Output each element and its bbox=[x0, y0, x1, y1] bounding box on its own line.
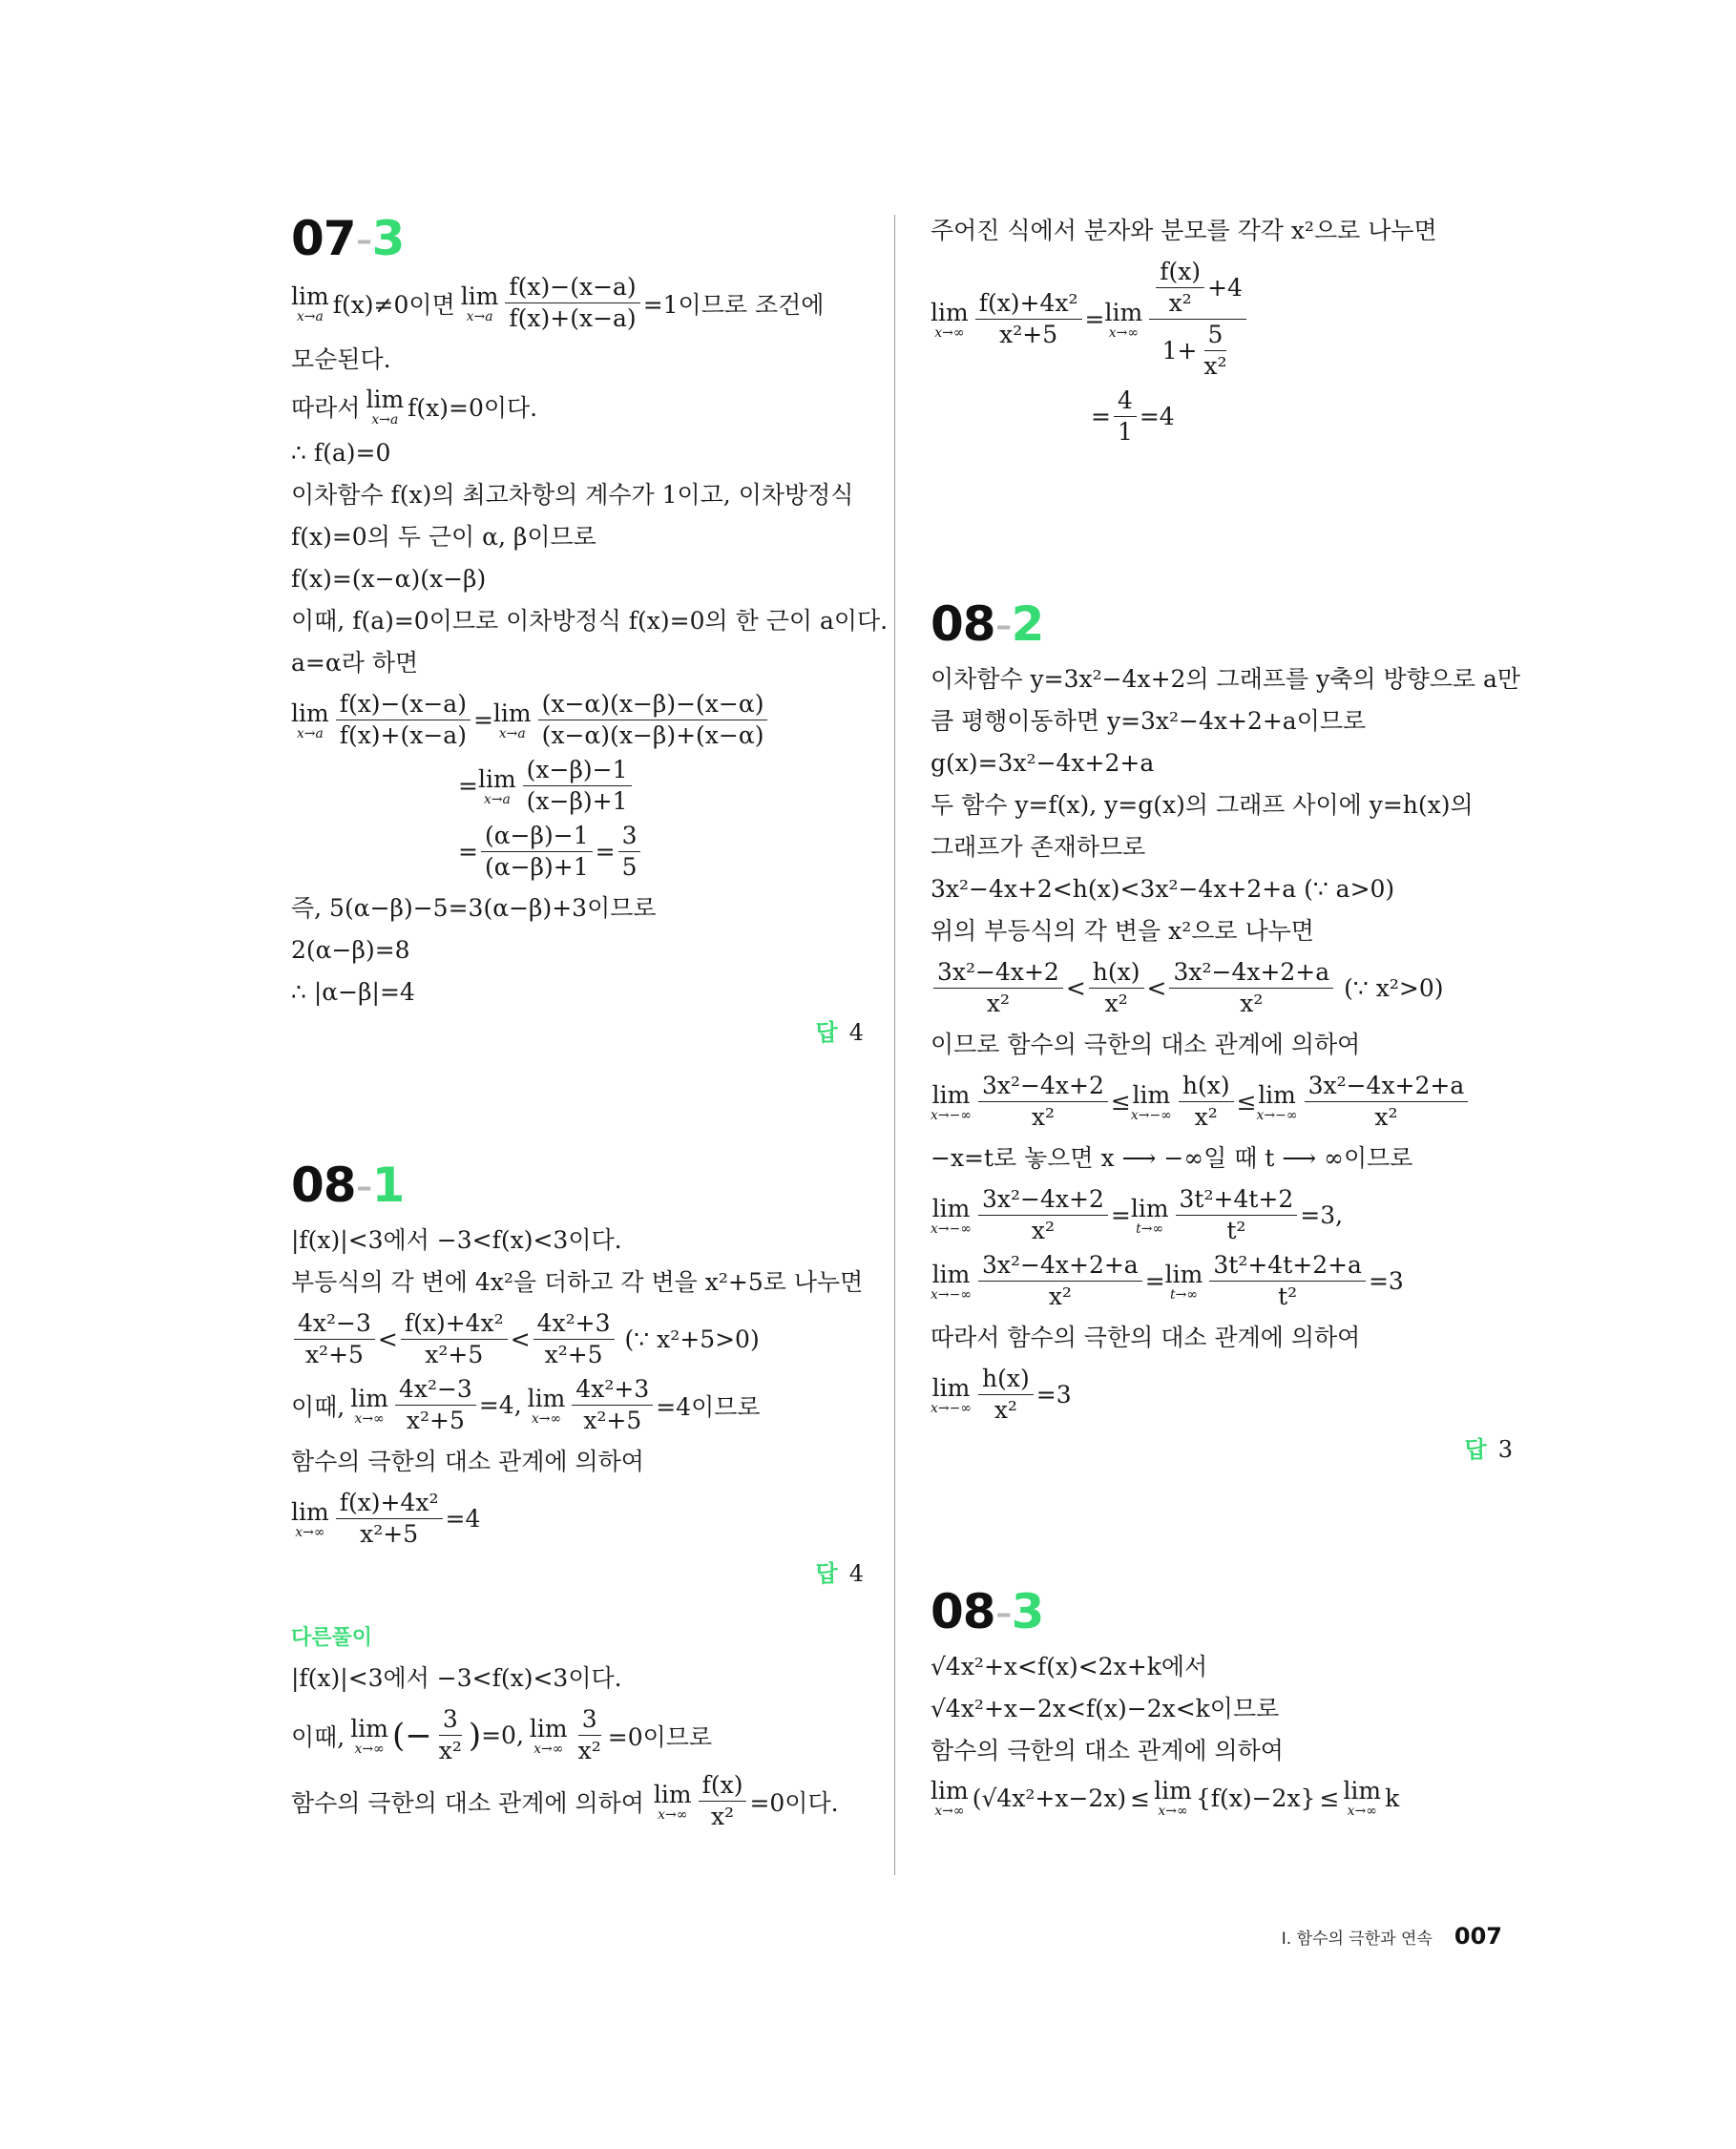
right-column bbox=[931, 210, 1521, 1824]
fraction: $\frac{f(x)}{\text{x²}}$ bbox=[1156, 258, 1204, 318]
limit-operator: lim x→a bbox=[291, 282, 329, 324]
fraction: $\frac{3}{\text{x²}}$ bbox=[438, 1705, 462, 1764]
math-line: = $\frac{4}{1}$ =4 bbox=[1091, 386, 1175, 446]
fraction: $\frac{\text{4x²+3}}{\text{x²+5}}$ bbox=[572, 1375, 653, 1435]
fraction: $\frac{\text{3t²+4t+2+a}}{\text{t²}}$ bbox=[1209, 1251, 1366, 1311]
limit-operator: lim t→∞ bbox=[1130, 1194, 1169, 1237]
text-line: 이차함수 f(x)의 최고차항의 계수가 1이고, 이차방정식 bbox=[291, 481, 854, 509]
text-line: g(x)=3x²−4x+2+a bbox=[931, 749, 1155, 777]
limit-operator: lim x→−∞ bbox=[931, 1373, 973, 1416]
text-line: ∴ |α−β|=4 bbox=[291, 978, 415, 1006]
limit-operator: lim t→∞ bbox=[1164, 1260, 1203, 1303]
limit-operator: lim x→∞ bbox=[350, 1384, 388, 1427]
fraction: $\frac{4}{1}$ bbox=[1114, 386, 1137, 447]
limit-operator: lim x→∞ bbox=[931, 298, 969, 341]
limit-operator: lim x→−∞ bbox=[1256, 1080, 1298, 1123]
math-line: $\frac{\text{3x²−4x+2}}{\text{x²}}$ < $\frac{h(x)}{\text{x²}}$ < $\frac{\text{3x²−4x+2+a}}{\text{x²}}$ (∵ x²>0) bbox=[931, 958, 1513, 1018]
alternative-solution-title: 다른풀이 bbox=[291, 1626, 373, 1650]
fraction: $\frac{\text{3x²−4x+2+a}}{\text{x²}}$ bbox=[1169, 958, 1333, 1018]
limit-operator: lim x→−∞ bbox=[931, 1194, 973, 1237]
fraction: $\frac{\text{f(x)+4x²}}{\text{x²+5}}$ bbox=[975, 289, 1082, 349]
chapter-title: I. 함수의 극한과 연속 bbox=[1281, 1929, 1433, 1949]
text-line: 이때, f(a)=0이므로 이차방정식 f(x)=0의 한 근이 a이다. bbox=[291, 607, 889, 635]
limit-operator: lim x→∞ bbox=[1104, 298, 1143, 341]
limit-operator: lim x→−∞ bbox=[931, 1080, 973, 1123]
math-line: 이때, lim x→∞ $\frac{\text{4x²−3}}{\text{x²+5}}$ =4, lim x→∞ $\frac{\text{4x²+3}}{\text{x²+5}}$ =4이므로 bbox=[291, 1375, 761, 1434]
section-heading: 08-3 bbox=[931, 1584, 1044, 1639]
fraction: $\frac{3}{\text{x²}}$ bbox=[577, 1705, 601, 1764]
text-line: f(x)=0의 두 근이 α, β이므로 bbox=[291, 523, 596, 551]
fraction: $\frac{h(x)}{\text{x²}}$ bbox=[1089, 958, 1144, 1018]
text-line: 함수의 극한의 대소 관계에 의하여 bbox=[291, 1448, 644, 1475]
text-line: 3x²−4x+2<h(x)<3x²−4x+2+a (∵ a>0) bbox=[931, 875, 1395, 903]
text-line: √4x²+x−2x<f(x)−2x<k이므로 bbox=[931, 1695, 1280, 1722]
fraction: $\frac{(x-\alpha)(x-\beta)-(x-\alpha)}{(x-\alpha)(x-\beta)+(x-\alpha)}$ bbox=[538, 690, 768, 750]
math-line: lim x→−∞ $\frac{\text{3x²−4x+2}}{\text{x²}}$ ≤ lim x→−∞ $\frac{h(x)}{\text{x²}}$ ≤ lim x→−∞ $\frac{\text{3x²−4x+2+a}}{\text{x²}}$ bbox=[931, 1072, 1513, 1132]
complex-fraction: $\frac{f(x)}{\text{x²}}$ +4 1+ $\frac{5}{\text{x²}}$ bbox=[1149, 258, 1246, 381]
section-08-1-continued bbox=[931, 210, 1513, 447]
fraction: $\frac{\text{4x²−3}}{\text{x²+5}}$ bbox=[395, 1375, 476, 1435]
math-line: lim x→−∞ $\frac{h(x)}{\text{x²}}$ =3 bbox=[931, 1365, 1072, 1424]
fraction: $\frac{f(x)-(x-a)}{f(x)+(x-a)}$ bbox=[505, 273, 639, 333]
limit-operator: lim x→a bbox=[492, 699, 532, 741]
text-line: |f(x)|<3에서 −3<f(x)<3이다. bbox=[291, 1664, 622, 1692]
math-line: 이때, lim x→∞ (− $\frac{3}{\text{x²}}$ ) =0, lim x→∞ $\frac{3}{\text{x²}}$ =0이므로 bbox=[291, 1705, 713, 1764]
math-line: lim x→−∞ $\frac{\text{3x²−4x+2}}{\text{x²}}$ = lim t→∞ $\frac{\text{3t²+4t+2}}{\text{t²}}$ =3, bbox=[931, 1185, 1344, 1244]
fraction: $\frac{3}{5}$ bbox=[618, 822, 641, 882]
text-line: 큼 평행이동하면 y=3x²−4x+2+a이므로 bbox=[931, 707, 1367, 735]
math-line: $\frac{\text{4x²−3}}{\text{x²+5}}$ < $\frac{\text{f(x)+4x²}}{\text{x²+5}}$ < $\frac{\text{4x²+3}}{\text{x²+5}}$ (∵ x²+5>0) bbox=[291, 1309, 864, 1369]
text-line: |f(x)|<3에서 −3<f(x)<3이다. bbox=[291, 1226, 622, 1254]
text-line: 이므로 함수의 극한의 대소 관계에 의하여 bbox=[931, 1031, 1361, 1058]
fraction: $\frac{(x-\beta)-1}{(x-\beta)+1}$ bbox=[523, 756, 632, 816]
fraction: $\frac{\text{4x²+3}}{\text{x²+5}}$ bbox=[533, 1309, 615, 1369]
fraction: $\frac{\text{3x²−4x+2}}{\text{x²}}$ bbox=[978, 1072, 1108, 1132]
fraction: $\frac{\text{f(x)+4x²}}{\text{x²+5}}$ bbox=[401, 1309, 508, 1369]
limit-operator: lim x→∞ bbox=[931, 1777, 969, 1819]
left-column bbox=[291, 210, 889, 1837]
fraction: $\frac{(\alpha-\beta)-1}{(\alpha-\beta)+1}$ bbox=[481, 822, 593, 882]
limit-operator: lim x→a bbox=[291, 699, 329, 741]
text-line: 두 함수 y=f(x), y=g(x)의 그래프 사이에 y=h(x)의 bbox=[931, 791, 1474, 819]
answer: 답 4 bbox=[815, 1019, 864, 1046]
math-line: = $\frac{(\alpha-\beta)-1}{(\alpha-\beta)+1}$ = $\frac{3}{5}$ bbox=[291, 822, 864, 882]
text-line: 이차함수 y=3x²−4x+2의 그래프를 y축의 방향으로 a만 bbox=[931, 665, 1521, 693]
section-heading: 08-1 bbox=[291, 1158, 405, 1213]
section-07-3 bbox=[291, 210, 889, 1052]
section-heading: 07-3 bbox=[291, 211, 405, 266]
alternative-solution bbox=[291, 1619, 864, 1831]
column-divider bbox=[894, 215, 895, 1875]
text-line: 모순된다. bbox=[291, 345, 391, 373]
text-line: ∴ f(a)=0 bbox=[291, 439, 391, 467]
fraction: $\frac{h(x)}{\text{x²}}$ bbox=[978, 1365, 1034, 1425]
text-line: 따라서 함수의 극한의 대소 관계에 의하여 bbox=[931, 1324, 1361, 1351]
text-line: −x=t로 놓으면 x ⟶ −∞일 때 t ⟶ ∞이므로 bbox=[931, 1144, 1413, 1172]
text-line: 함수의 극한의 대소 관계에 의하여 bbox=[931, 1737, 1284, 1764]
fraction: $\frac{\text{3x²−4x+2}}{\text{x²}}$ bbox=[978, 1185, 1108, 1245]
text-line: 그래프가 존재하므로 bbox=[931, 833, 1146, 861]
limit-operator: lim x→−∞ bbox=[1130, 1080, 1172, 1123]
limit-operator: lim x→a bbox=[366, 386, 405, 428]
fraction: $\frac{f(x)-(x-a)}{f(x)+(x-a)}$ bbox=[336, 690, 471, 750]
text-line: a=α라 하면 bbox=[291, 649, 419, 677]
limit-operator: lim x→∞ bbox=[350, 1714, 388, 1757]
fraction: $\frac{\text{3x²−4x+2+a}}{\text{x²}}$ bbox=[1305, 1072, 1469, 1132]
math-line: 함수의 극한의 대소 관계에 의하여 lim x→∞ $\frac{f(x)}{\text{x²}}$ =0이다. bbox=[291, 1771, 839, 1830]
limit-operator: lim x→∞ bbox=[653, 1780, 692, 1823]
section-08-3 bbox=[931, 1583, 1513, 1818]
math-line: lim x→∞ (√4x²+x−2x) ≤ lim x→∞ {f(x)−2x} ≤ lim x→∞ k bbox=[931, 1777, 1400, 1819]
text-line: 위의 부등식의 각 변을 x²으로 나누면 bbox=[931, 917, 1314, 945]
limit-operator: lim x→∞ bbox=[1154, 1777, 1192, 1819]
fraction: $\frac{h(x)}{\text{x²}}$ bbox=[1179, 1072, 1234, 1132]
math-line: lim x→−∞ $\frac{\text{3x²−4x+2+a}}{\text{x²}}$ = lim t→∞ $\frac{\text{3t²+4t+2+a}}{\text{t²}}$ =3 bbox=[931, 1251, 1404, 1310]
limit-operator: lim x→∞ bbox=[529, 1714, 568, 1757]
math-line: lim x→∞ $\frac{\text{f(x)+4x²}}{\text{x²+5}}$ = lim x→∞ $\frac{f(x)}{\text{x²}}$ +4 1+ $\frac{5}{\text{x²}}$ bbox=[931, 258, 1513, 381]
math-line: lim x→a $\frac{f(x)-(x-a)}{f(x)+(x-a)}$ = lim x→a $\frac{(x-\alpha)(x-\beta)-(x-\alpha)}{(x-\alpha)(x-\beta)+(x-\alpha)}$ bbox=[291, 690, 864, 750]
limit-operator: lim x→a bbox=[477, 764, 516, 807]
fraction: $\frac{\text{f(x)+4x²}}{\text{x²+5}}$ bbox=[336, 1489, 443, 1549]
text-line: 2(α−β)=8 bbox=[291, 936, 410, 964]
page-number: 007 bbox=[1454, 1923, 1502, 1950]
fraction: $\frac{5}{\text{x²}}$ bbox=[1203, 321, 1227, 380]
limit-operator: lim x→∞ bbox=[291, 1497, 329, 1540]
page-footer bbox=[1282, 1923, 1502, 1950]
math-line: 따라서 lim x→a f(x)=0이다. bbox=[291, 386, 538, 428]
text-line: 주어진 식에서 분자와 분모를 각각 x²으로 나누면 bbox=[931, 217, 1437, 244]
fraction: $\frac{\text{4x²−3}}{\text{x²+5}}$ bbox=[294, 1309, 375, 1369]
limit-operator: lim x→∞ bbox=[527, 1384, 566, 1427]
text-line: √4x²+x<f(x)<2x+k에서 bbox=[931, 1653, 1208, 1680]
math-line: = lim x→a $\frac{(x-\beta)-1}{(x-\beta)+1}$ bbox=[291, 756, 864, 816]
section-08-2 bbox=[931, 595, 1521, 1469]
text-line: 즉, 5(α−β)−5=3(α−β)+3이므로 bbox=[291, 894, 657, 922]
math-line: lim x→a f(x)≠0이면 lim x→a $\frac{f(x)-(x-a)}{f(x)+(x-a)}$ =1이므로 조건에 bbox=[291, 273, 825, 332]
text-line: 부등식의 각 변에 4x²을 더하고 각 변을 x²+5로 나누면 bbox=[291, 1268, 864, 1296]
section-heading: 08-2 bbox=[931, 596, 1044, 652]
answer: 답 4 bbox=[815, 1560, 864, 1587]
math-line: lim x→∞ $\frac{\text{f(x)+4x²}}{\text{x²+5}}$ =4 bbox=[291, 1489, 481, 1548]
fraction: $\frac{f(x)}{\text{x²}}$ bbox=[699, 1771, 747, 1831]
answer: 답 3 bbox=[1464, 1436, 1513, 1463]
limit-operator: lim x→a bbox=[460, 282, 499, 324]
fraction: $\frac{\text{3x²−4x+2}}{\text{x²}}$ bbox=[933, 958, 1063, 1018]
limit-operator: lim x→−∞ bbox=[931, 1260, 973, 1303]
section-08-1 bbox=[291, 1157, 864, 1593]
limit-operator: lim x→∞ bbox=[1343, 1777, 1382, 1819]
fraction: $\frac{\text{3x²−4x+2+a}}{\text{x²}}$ bbox=[978, 1251, 1142, 1311]
fraction: $\frac{\text{3t²+4t+2}}{\text{t²}}$ bbox=[1176, 1185, 1298, 1245]
text-line: f(x)=(x−α)(x−β) bbox=[291, 565, 487, 593]
